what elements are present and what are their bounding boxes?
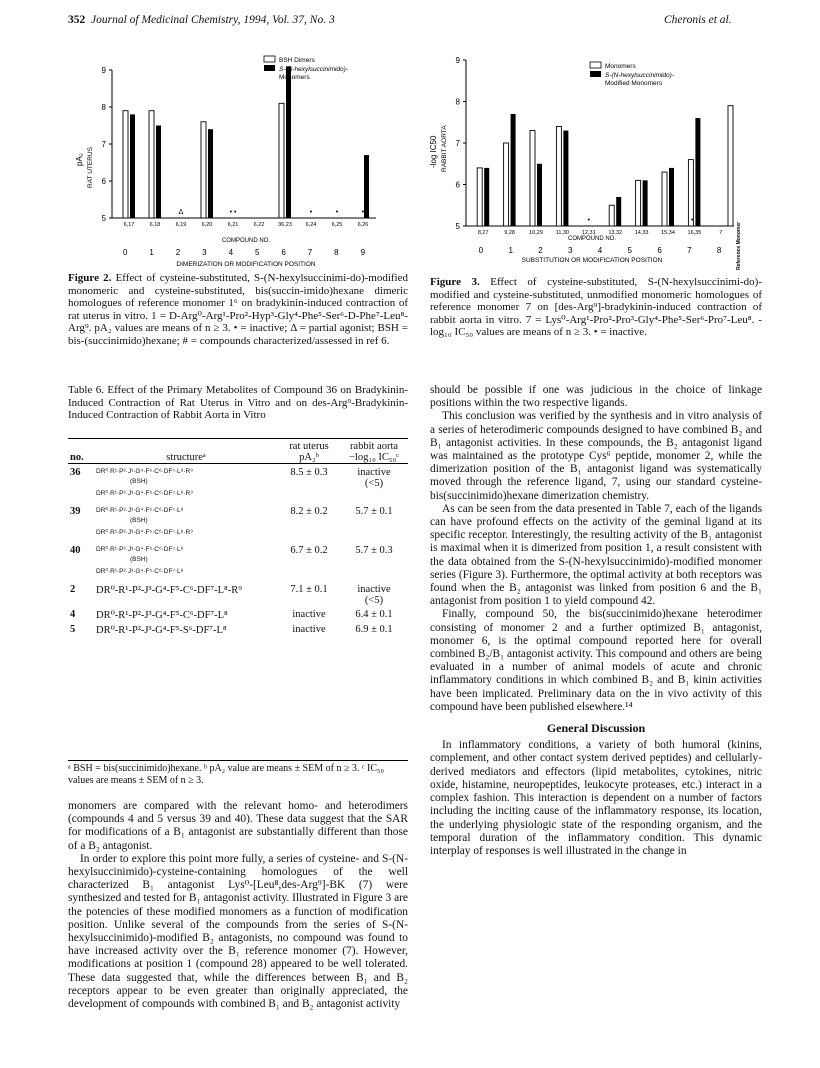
- table6-cell-no: 39: [70, 506, 81, 517]
- table6-structure-line2: DR⁰·R¹·P²·J³·G⁴·F⁵·C⁶·DF⁷·L⁸·R⁹: [96, 490, 193, 497]
- figure3-caption: [430, 276, 762, 339]
- x-position-label: 8: [716, 246, 722, 255]
- y-tick-label: 5: [455, 222, 460, 231]
- x-position-label: 9: [360, 248, 366, 257]
- bar-series-2: [537, 164, 542, 226]
- figure3-xlabel-position: SUBSTITUTION OR MODIFICATION POSITION: [521, 257, 663, 264]
- x-position-label: 2: [538, 246, 543, 255]
- left-paragraph-1: monomers are compared with the relevant homo- and heterodimers (compounds 4 and 5 versus 39 and 40). These data suggest that the SAR for modifications of a B₁ antagonist are substantially different than those of a B₂ antagonist.: [68, 800, 408, 852]
- y-tick-label: 7: [455, 139, 460, 148]
- y-tick-label: 9: [101, 66, 106, 75]
- figure2-caption: [68, 272, 408, 348]
- x-position-label: 1: [508, 246, 513, 255]
- figure2-xlabel-position: DIMERIZATION OR MODIFICATION POSITION: [176, 261, 316, 268]
- bar-series-2: [208, 129, 213, 218]
- figure2-legend-dimers: BSH Dimers: [279, 57, 315, 64]
- table6-cell-rat: 8.5 ± 0.3: [290, 467, 328, 478]
- bar-series-2: [563, 131, 568, 226]
- figure3-xlabel: COMPOUND NO.: [568, 236, 616, 242]
- figure3-legend-modified-1: S-(N-hexylsuccinimido)-: [605, 72, 674, 79]
- bar-series-1: [123, 111, 128, 218]
- x-position-label: 1: [149, 248, 154, 257]
- x-position-label: 3: [567, 246, 573, 255]
- x-compound-label: 6,19: [175, 222, 187, 228]
- table6-cell-rabbit: 6.4 ± 0.1: [355, 609, 393, 620]
- right-paragraph-4: Finally, compound 50, the bis(succinimido)hexane heterodimer consisting of monomer 2 and a further optimized B₁ antagonist, monomer 6, is the optimal compound reported here for overall combined B₂/B₁ antagonist activity. This compound and others are being evaluated in a number of animal models of acute and chronic inflammatory conditions in which combined B₂ and B₁ kinin activities have been implicated. Preliminary data on the in vivo activity of this compound have been published elsewhere.¹⁴: [430, 608, 762, 713]
- figure2-bars: [123, 66, 369, 218]
- bar-series-1: [636, 180, 641, 226]
- figure2-caption-label: Figure 2.: [68, 272, 112, 284]
- inactive-marker: •: [335, 209, 339, 216]
- legend-swatch-dimers: [264, 56, 275, 62]
- table6-cell-rabbit-note: (<5): [364, 595, 384, 606]
- table6-header-rat: rat uterus pA₂ᵇ: [289, 441, 329, 463]
- table6-structure-line2: DR⁰·R¹·P²·J³·G⁴·F⁵·C⁶·DF⁷·L⁸: [96, 568, 184, 575]
- x-position-label: 3: [202, 248, 207, 257]
- figure3-bars: [477, 106, 733, 226]
- figure2-axes: [102, 66, 376, 257]
- x-compound-label: 7: [719, 230, 723, 236]
- table6-cell-rat: 6.7 ± 0.2: [290, 545, 328, 556]
- bar-series-1: [504, 143, 509, 226]
- table6-row: [68, 542, 408, 581]
- x-position-label: 0: [478, 246, 484, 255]
- table6-cell-rat: inactive: [292, 624, 326, 635]
- x-position-label: 0: [122, 248, 128, 257]
- x-compound-label: 16,35: [687, 230, 702, 236]
- right-paragraph-2: This conclusion was verified by the synthesis and in vitro analysis of a series of heterodimeric compounds designed to have combined B₂ and B₁ antagonist activities. In these compounds, the B₂ antagonist ligand was maintained as the prototype Cys⁶ peptide, monomer 2, while the dimerization position of the B₁ antagonist ligand was systematically moved through the reference ligand, 7, using our standard cysteine-bis(succinimido)hexane dimerization chemistry.: [430, 410, 762, 502]
- y-tick-label: 6: [455, 180, 460, 190]
- running-header-left: [68, 14, 335, 26]
- x-compound-label: 12,31: [581, 230, 596, 236]
- journal-citation: Journal of Medicinal Chemistry, 1994, Vol. 37, No. 3: [91, 14, 335, 26]
- x-compound-label: 6,17: [123, 222, 135, 228]
- x-position-label: 4: [597, 246, 603, 255]
- right-paragraph-3: As can be seen from the data presented in Table 7, each of the ligands can have profound effects on the activity of the geminal ligand at its specific receptor. Interestingly, the resulting activity of the B₁ antagonist is maximal when it is dimerized from position 1, a result consistent with the data obtained from the S-(N-hexylsuccinimido)-modified monomer series (Figure 3). Furthermore, the optimal activity at both receptors was found when the B₂ antagonist was linked from position 6 and the B₁ antagonist from position 1 to yield compound 42.: [430, 502, 762, 608]
- bar-series-2: [361, 155, 369, 218]
- left-column-text: [68, 800, 408, 1011]
- x-compound-label: 36,23: [278, 222, 292, 228]
- table6-cell-no: 4: [70, 609, 76, 620]
- figure2-caption-text: Effect of cysteine-substituted, S-(N-hexylsuccinimi-do)-modified monomeric and cysteine-substituted, bis(succin-imido)hexane dimeric homologues of reference monomer 1⁶ on bradykinin-induced contraction of rat uterus in vitro. 1 = D-Arg⁰-Arg¹-Pro²-Hyp³-Gly⁴-Phe⁵-Ser⁶-D-Phe⁷-Leu⁸-Arg⁹. pA₂ values are means of n ≥ 3. • = inactive; Δ = partial agonist; BSH = bis-(succinimido)hexane; # = compounds characterized/assessed in ref 6.: [68, 272, 408, 347]
- bar-series-2: [616, 197, 621, 226]
- y-tick-label: 8: [101, 103, 106, 112]
- table6-cell-rat: 8.2 ± 0.2: [290, 506, 328, 517]
- x-compound-label: 9,28: [504, 230, 515, 236]
- x-compound-label: 6,20: [201, 222, 213, 228]
- bar-series-2: [130, 114, 135, 218]
- table6-cell-no: 2: [70, 584, 76, 595]
- page-number: 352: [68, 14, 86, 26]
- table6-cell-rabbit: 6.9 ± 0.1: [355, 624, 393, 635]
- table6-cell-rat: 7.1 ± 0.1: [290, 584, 328, 595]
- bar-series-2: [643, 180, 648, 226]
- table6-cell-rat: inactive: [292, 609, 326, 620]
- x-position-label: 4: [228, 248, 234, 257]
- table6-header-rabbit: rabbit aorta −log₁₀ IC₅₀ᶜ: [349, 441, 399, 463]
- bar-series-2: [484, 168, 489, 226]
- figure3-legend-monomers: Monomers: [605, 63, 636, 70]
- table6-structure-line1: DR⁰·R¹·P²·J³·G⁴·F⁵·C⁶·DF⁷·L⁸·R⁹: [96, 468, 193, 475]
- figure2-chart: [68, 48, 408, 270]
- bar-series-2: [286, 66, 291, 218]
- table6-cell-no: 5: [70, 624, 76, 635]
- bar-series-1: [477, 168, 482, 226]
- figure3-ylabel-tissue: RABBIT AORTA: [441, 125, 448, 172]
- inactive-marker: • •: [229, 209, 237, 216]
- figure3-reference-label: Reference Monomer: [736, 221, 742, 270]
- x-compound-label: 6,26: [357, 222, 369, 228]
- x-compound-label: 13,32: [608, 230, 623, 236]
- table6-rule-top: [68, 438, 408, 439]
- table6-cell-rabbit: inactive: [357, 584, 391, 595]
- bar-series-1: [279, 103, 284, 218]
- y-tick-label: 5: [101, 214, 106, 223]
- table6-header-no: no.: [70, 452, 84, 463]
- bar-series-1: [609, 205, 614, 226]
- inactive-marker: • •: [690, 217, 698, 224]
- x-compound-label: 6,22: [253, 222, 265, 228]
- table6: [68, 441, 408, 636]
- x-compound-label: 11,30: [555, 230, 570, 236]
- table6-structure-line1: DR⁰-R¹-P²-J³-G⁴-F⁵-S⁶-DF⁷-L⁸: [96, 625, 227, 636]
- table6-structure-line1: DR⁰-R¹-P²-J³-G⁴-F⁵-C⁶-DF⁷-L⁸: [96, 610, 228, 621]
- figure2-legend-monomers-2: Monomers: [279, 74, 310, 81]
- table6-row: [68, 581, 408, 606]
- table6-cell-rabbit: 5.7 ± 0.3: [355, 545, 393, 556]
- inactive-marker: •: [587, 217, 591, 224]
- bar-reference: [728, 106, 733, 226]
- x-compound-label: 14,33: [634, 230, 649, 236]
- bar-series-1: [201, 122, 206, 218]
- x-compound-label: 10,29: [529, 230, 543, 236]
- table6-structure-line1: DR⁰-R¹-P²-J³-G⁴-F⁵-C⁶-DF⁷-L⁸-R⁹: [96, 585, 242, 596]
- table6-row: [68, 503, 408, 542]
- table6-row: [68, 464, 408, 504]
- figure3-chart: [422, 48, 762, 270]
- table6-cell-rabbit: inactive: [357, 467, 391, 478]
- x-position-label: 7: [307, 248, 313, 257]
- y-tick-label: 7: [101, 140, 106, 149]
- figure3-caption-text: Effect of cysteine-substituted, S-(N-hexylsuccinimi-do)-modified and cysteine-substituted, unmodified monomeric homologues of reference monomer 7 on [des-Arg⁹]-bradykinin-induced contraction of rabbit aorta in vitro. 7 = Lys⁰-Arg¹-Pro²-Pro³-Gly⁴-Phe⁵-Ser⁶-Pro⁷-Leu⁸. -log₁₀ IC₅₀ values are means of n ≥ 3. • = inactive.: [430, 276, 762, 339]
- left-paragraph-2: In order to explore this point more fully, a series of cysteine- and S-(N-hexylsuccinimido)-cysteine-containing homologues of the well characterized B₁ antagonist Lys⁰-[Leu⁸,des-Arg⁹]-BK (7) were synthesized and tested for B₁ antagonist activity. Illustrated in Figure 3 are the potencies of these modified monomers as a function of modification position. Unlike several of the compounds from the series of S-(N-hexylsuccinimido)-modified B₂ antagonists, no compound was found to have increased activity over the B₁ reference monomer (7). However, modifications at position 1 (compound 28) appeared to be well tolerated. These data suggested that, while the differences between B₁ and B₂ receptors appear to be even greater than originally appreciated, the development of compounds with combined B₁ and B₂ antagonist activity: [68, 852, 408, 1011]
- bar-series-2: [511, 114, 516, 226]
- right-paragraph-1: should be possible if one was judicious in the choice of linkage positions within the two respective ligands.: [430, 384, 762, 410]
- table6-cell-rabbit-note: (<5): [364, 478, 384, 489]
- inactive-marker: •: [309, 209, 313, 216]
- table6-cell-no: 36: [70, 467, 81, 478]
- bar-series-1: [662, 172, 667, 226]
- table6-structure-line1: DR⁰·R¹·P²·J³·G⁴·F⁵·C⁶·DF⁷·L⁸: [96, 546, 184, 553]
- figure3-legend-modified-2: Modified Monomers: [605, 80, 663, 87]
- table6-linker: (BSH): [130, 556, 148, 563]
- table6-linker: (BSH): [130, 517, 148, 524]
- x-position-label: 6: [657, 246, 662, 255]
- bar-series-2: [156, 126, 161, 219]
- table6-linker: (BSH): [130, 478, 148, 485]
- x-position-label: 5: [627, 246, 633, 255]
- table6-row: [68, 621, 408, 636]
- section-heading-general-discussion: General Discussion: [546, 721, 646, 736]
- table6-cell-no: 40: [70, 545, 81, 556]
- bar-series-1: [556, 126, 561, 226]
- x-position-label: 2: [175, 248, 181, 257]
- right-paragraph-5: In inflammatory conditions, a variety of both humoral (kinins, complement, and other contact system derived peptides) and cellularly-derived mediators and effectors (lipid metabolites, cytokines, nitric oxide, histamine, neuropeptides, leukocyte proteases, etc.) interact in a complex fashion. This interaction is dependent on a number of factors including the inciting cause of the inflammatory response, its location, the underlying physiologic state of the responding organism, and the temporal duration of the inflammatory condition. This dynamic interplay of responses is well illustrated in the change in: [430, 739, 762, 857]
- running-header-authors: Cheronis et al.: [664, 14, 732, 26]
- x-position-label: 6: [281, 248, 286, 257]
- legend-swatch-modified: [590, 71, 601, 77]
- table6-title: Table 6. Effect of the Primary Metabolites of Compound 36 on Bradykinin-Induced Contraction of Rat Uterus in Vitro and on des-Arg⁹-Bradykinin-Induced Contraction of Rabbit Aorta in Vitro: [68, 384, 408, 422]
- x-position-label: 8: [334, 248, 339, 257]
- figure2-ylabel-pa2: pA₂: [75, 153, 84, 166]
- x-compound-label: 6,18: [149, 222, 161, 228]
- table6-footnote: ᵃ BSH = bis(succinimido)hexane. ᵇ pA₂ value are means ± SEM of n ≥ 3. ᶜ IC₅₀ values are means ± SEM of n ≥ 3.: [68, 760, 408, 786]
- y-tick-label: 8: [455, 97, 460, 107]
- table6-structure-line2: DR⁰·R¹·P²·J³·G⁴·F⁵·C⁶·DF⁷·L⁸·R⁹: [96, 529, 193, 536]
- table6-cell-rabbit: 5.7 ± 0.1: [355, 506, 393, 517]
- table6-header-structure: structureᵃ: [166, 452, 206, 463]
- bar-series-1: [530, 131, 535, 226]
- table6-row: [68, 606, 408, 621]
- figure2-xlabel: COMPOUND NO.: [222, 238, 270, 244]
- y-tick-label: 9: [455, 56, 460, 65]
- figure2-ylabel-tissue: RAT UTERUS: [87, 147, 94, 188]
- legend-swatch-monomers3: [590, 62, 601, 68]
- x-compound-label: 6,21: [227, 222, 239, 228]
- y-tick-label: 6: [101, 177, 106, 186]
- x-position-label: 7: [687, 246, 692, 255]
- legend-swatch-monomers: [264, 65, 275, 71]
- x-position-label: 5: [254, 248, 260, 257]
- figure3-caption-label: Figure 3.: [430, 276, 480, 288]
- inactive-marker: Δ: [178, 209, 184, 216]
- figure3-ylabel-ic50: -log IC50: [429, 135, 438, 168]
- bar-series-1: [149, 111, 154, 218]
- bar-series-2: [695, 118, 700, 226]
- right-column-text: [430, 384, 762, 858]
- x-compound-label: 6,24: [305, 222, 317, 228]
- bar-series-2: [669, 168, 674, 226]
- inactive-marker: •: [361, 209, 365, 216]
- table6-structure-line1: DR⁰·R¹·P²·J³·G⁴·F⁵·C⁶·DF⁷·L⁸: [96, 507, 184, 514]
- x-compound-label: 8,27: [477, 230, 489, 236]
- figure2-legend-monomers-1: S-(N-hexylsuccinimido)-: [279, 66, 348, 73]
- x-compound-label: 6,25: [331, 222, 343, 228]
- x-compound-label: 15,34: [661, 230, 675, 236]
